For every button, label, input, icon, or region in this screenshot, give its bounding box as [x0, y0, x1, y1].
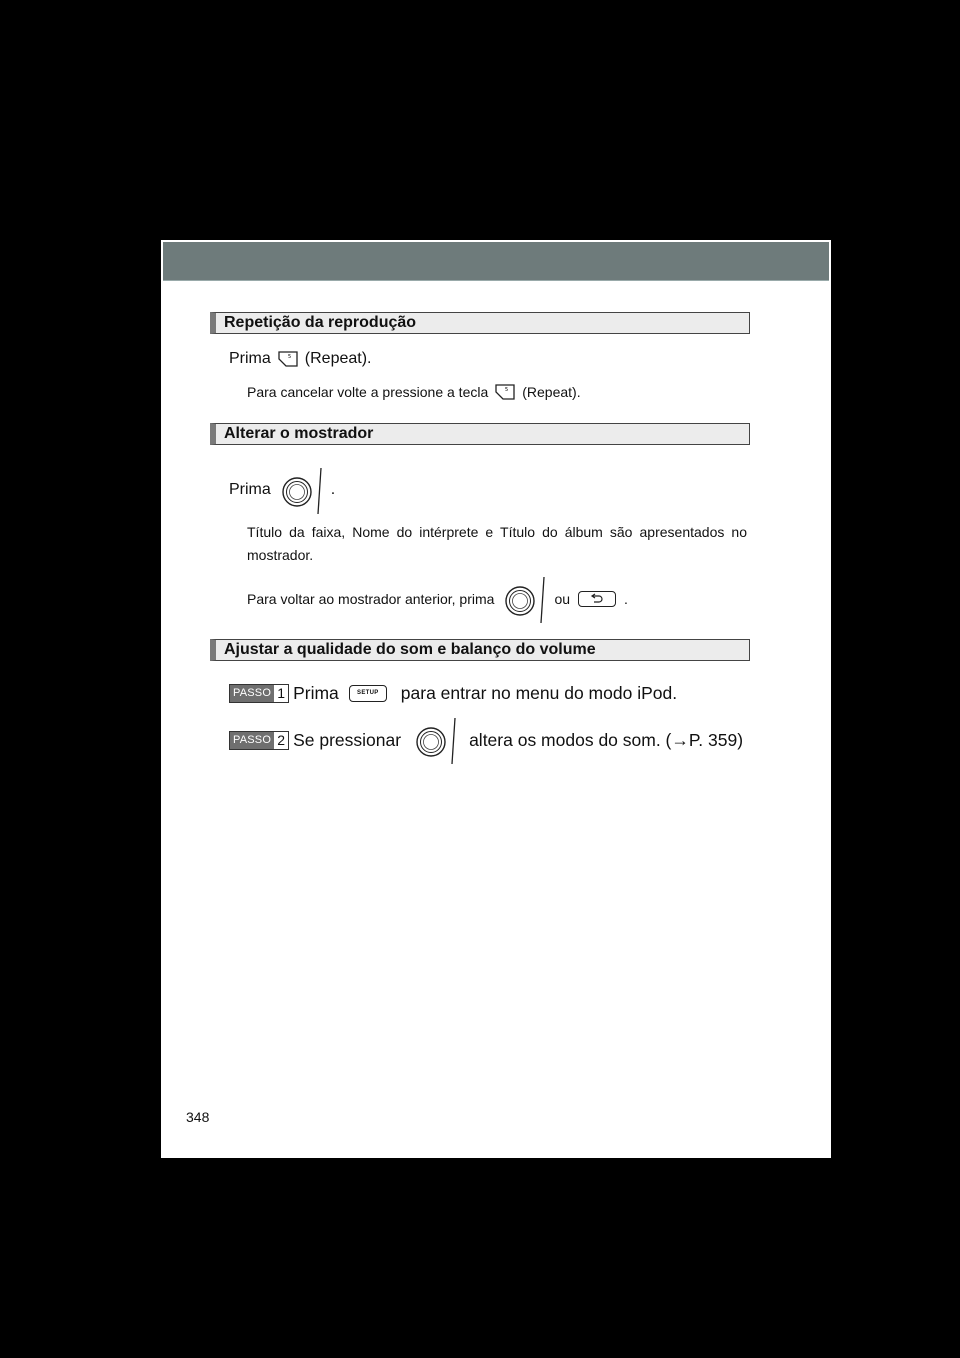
svg-text:5: 5: [505, 387, 509, 393]
svg-text:5: 5: [287, 354, 291, 360]
preset-5-key-icon: [277, 350, 299, 368]
repeat-step: Prima 5 (Repeat).: [229, 350, 372, 367]
tune-select-knob-icon: [411, 714, 459, 766]
display-step: Prima .: [229, 464, 335, 516]
page-number: 348: [186, 1109, 210, 1125]
section-heading-sound: Ajustar a qualidade do som e balanço do volume: [210, 639, 750, 661]
step-badge: PASSO 1: [229, 684, 289, 703]
sound-step-2: PASSO 2 Se pressionar altera os modos do som. (→P. 359): [229, 714, 743, 766]
page-header-bar: [163, 242, 829, 281]
sound-step-1: PASSO 1 Prima SETUP para entrar no menu do modo iPod.: [229, 683, 677, 704]
display-note: Título da faixa, Nome do intérprete e Título do álbum são apresentados no mostrador.: [247, 524, 747, 563]
section-heading-repeat: Repetição da reprodução: [210, 312, 750, 334]
section-heading-display: Alterar o mostrador: [210, 423, 750, 445]
back-key-icon: [578, 591, 616, 607]
tune-select-knob-icon: [277, 464, 325, 516]
step-badge: PASSO 2: [229, 731, 289, 750]
display-back-note: Para voltar ao mostrador anterior, prima ou .: [247, 573, 628, 625]
preset-5-key-icon: [494, 383, 516, 401]
manual-page: [161, 240, 831, 1158]
repeat-cancel-note: Para cancelar volte a pressione a tecla 5 (Repeat).: [247, 384, 581, 400]
setup-key-icon: SETUP: [349, 685, 387, 702]
tune-select-knob-icon: [500, 573, 548, 625]
